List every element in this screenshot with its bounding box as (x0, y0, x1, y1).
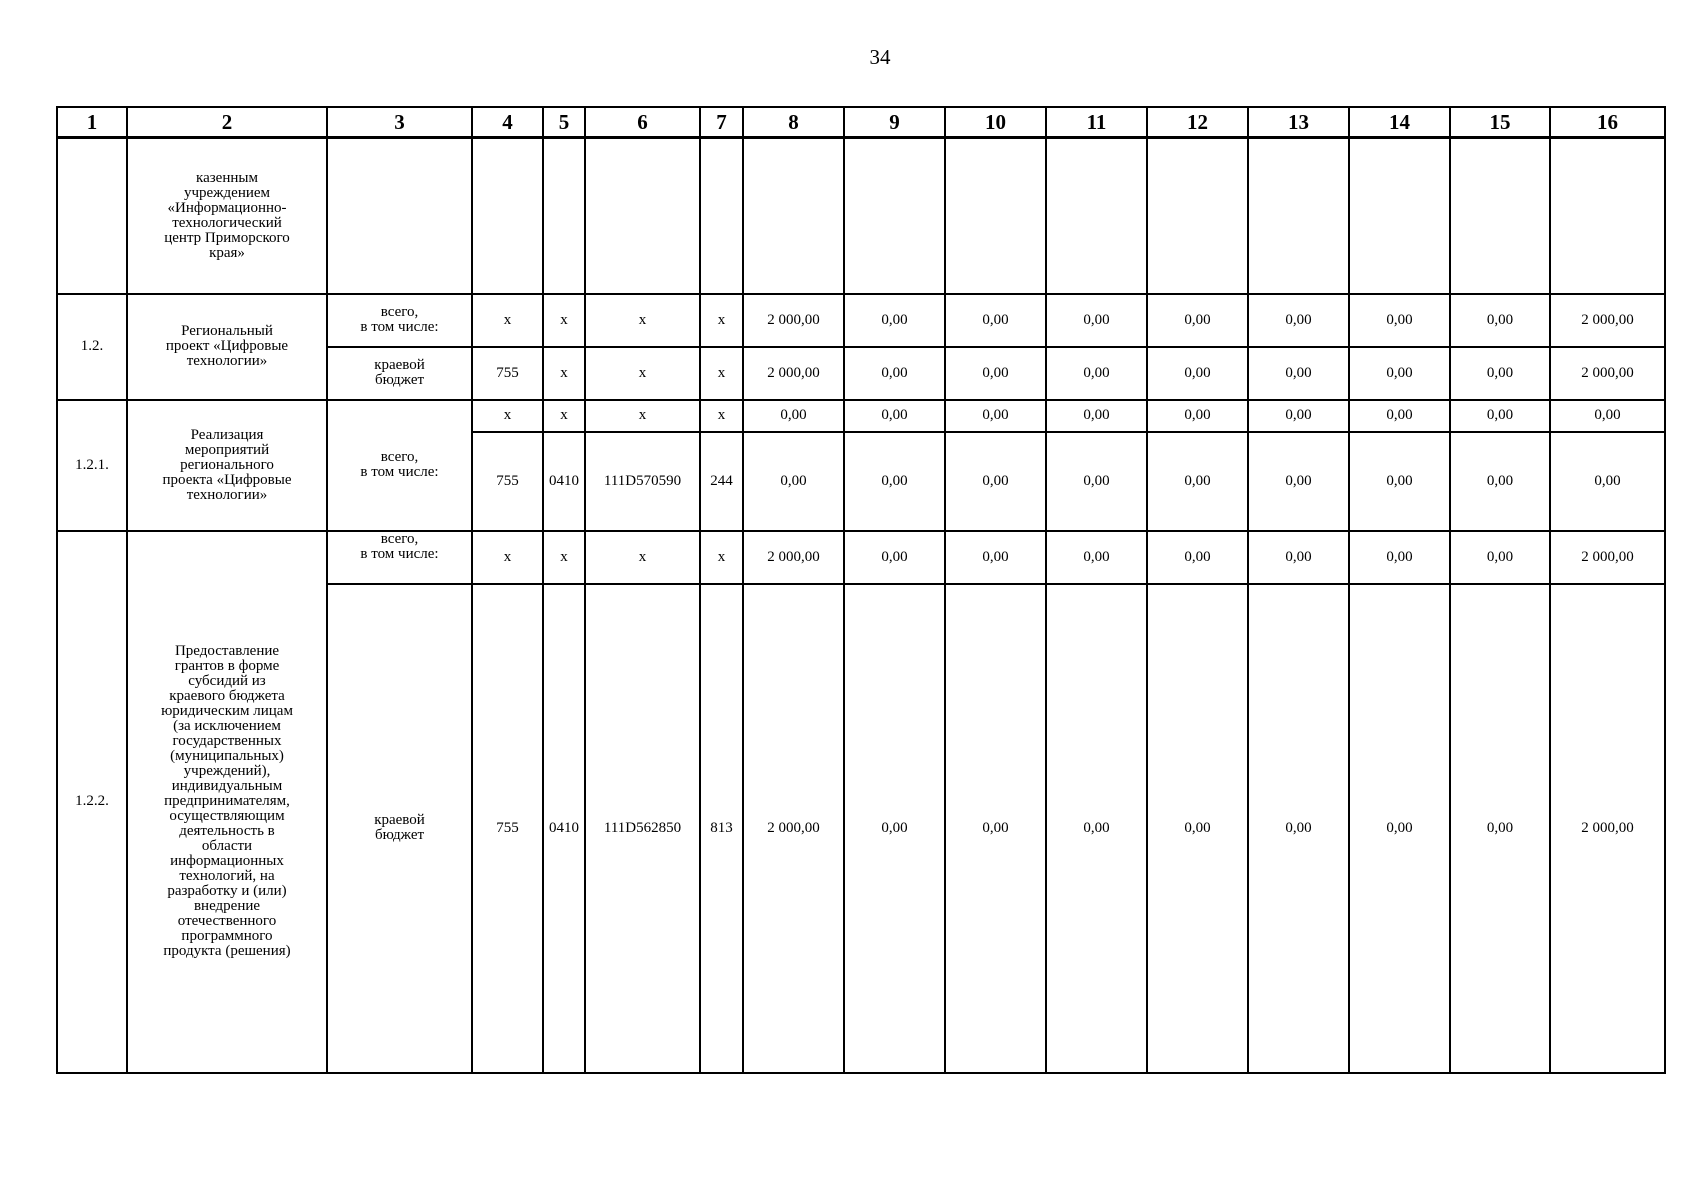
amount-col-9: 0,00 (844, 347, 945, 400)
name-line: Предоставление (174, 643, 280, 659)
amount-col-8: 2 000,00 (743, 347, 844, 400)
cell-col-15 (1450, 138, 1550, 294)
cell-col-5: x (543, 531, 585, 584)
funding-source (327, 138, 472, 294)
page-number: 34 (869, 45, 891, 69)
amount-col-13: 0,00 (1248, 432, 1349, 531)
name-line: Реализация (190, 426, 264, 443)
amount-col-15: 0,00 (1450, 294, 1550, 347)
cell-col-16 (1550, 138, 1665, 294)
source-line: всего, (380, 449, 419, 465)
cell-col-6: 111D562850 (585, 584, 700, 1073)
cell-col-6: x (585, 400, 700, 432)
name-line: (муниципальных) (170, 748, 284, 764)
amount-col-16: 2 000,00 (1550, 531, 1665, 584)
continuation-row (57, 138, 1665, 294)
header-cell-14: 14 (1349, 107, 1450, 138)
name-line: технологический (172, 214, 282, 231)
name-line: разработку и (или) (167, 883, 287, 899)
header-cell-6: 6 (585, 107, 700, 138)
name-line: информационных (170, 853, 284, 869)
amount-col-11: 0,00 (1046, 294, 1147, 347)
name-line: центр Приморского (164, 229, 290, 246)
cell-col-10 (945, 138, 1046, 294)
amount-col-14: 0,00 (1349, 584, 1450, 1073)
name-line: отечественного (177, 913, 277, 929)
amount-col-10: 0,00 (945, 400, 1046, 432)
source-line: всего, (380, 304, 419, 320)
cell-col-4: x (472, 531, 543, 584)
column-number-header-row (57, 107, 1665, 138)
cell-col-6: x (585, 531, 700, 584)
amount-col-13: 0,00 (1248, 294, 1349, 347)
amount-col-16: 2 000,00 (1550, 584, 1665, 1073)
cell-col-7: 244 (700, 432, 743, 531)
cell-col-5: x (543, 347, 585, 400)
source-line: бюджет (374, 827, 425, 843)
funding-source (327, 531, 472, 584)
row-1-2-1-total (57, 400, 1665, 432)
cell-col-7: x (700, 531, 743, 584)
amount-col-12: 0,00 (1147, 294, 1248, 347)
header-cell-8: 8 (743, 107, 844, 138)
amount-col-12: 0,00 (1147, 400, 1248, 432)
amount-col-13: 0,00 (1248, 584, 1349, 1073)
cell-col-8 (743, 138, 844, 294)
funding-source (327, 347, 472, 400)
cell-col-4 (472, 138, 543, 294)
amount-col-16: 2 000,00 (1550, 347, 1665, 400)
amount-col-14: 0,00 (1349, 432, 1450, 531)
cell-col-6 (585, 138, 700, 294)
name-line: проекта «Цифровые (162, 471, 292, 488)
header-cell-9: 9 (844, 107, 945, 138)
funding-source (327, 294, 472, 347)
source-line: бюджет (374, 372, 425, 388)
header-cell-11: 11 (1046, 107, 1147, 138)
name-line: внедрение (193, 898, 261, 914)
cell-col-5: 0410 (543, 584, 585, 1073)
name-line: индивидуальным (171, 778, 283, 794)
cell-col-4: x (472, 400, 543, 432)
amount-col-14: 0,00 (1349, 531, 1450, 584)
amount-col-14: 0,00 (1349, 347, 1450, 400)
cell-col-7: 813 (700, 584, 743, 1073)
amount-col-9: 0,00 (844, 432, 945, 531)
amount-col-10: 0,00 (945, 531, 1046, 584)
header-cell-10: 10 (945, 107, 1046, 138)
amount-col-9: 0,00 (844, 294, 945, 347)
amount-col-10: 0,00 (945, 432, 1046, 531)
name-line: мероприятий (184, 441, 270, 458)
amount-col-13: 0,00 (1248, 400, 1349, 432)
funding-source (327, 400, 472, 531)
name-line: государственных (172, 733, 282, 749)
measure-name (127, 138, 327, 294)
cell-col-4: 755 (472, 432, 543, 531)
amount-col-16: 0,00 (1550, 432, 1665, 531)
row-number: 1.2. (57, 294, 127, 400)
row-1-2-2-total (57, 531, 1665, 584)
amount-col-9: 0,00 (844, 584, 945, 1073)
amount-col-16: 2 000,00 (1550, 294, 1665, 347)
cell-col-7: x (700, 400, 743, 432)
amount-col-11: 0,00 (1046, 400, 1147, 432)
source-line: в том числе: (360, 464, 439, 480)
name-line: учреждений), (183, 763, 271, 779)
amount-col-15: 0,00 (1450, 400, 1550, 432)
amount-col-13: 0,00 (1248, 347, 1349, 400)
name-line: продукта (решения) (163, 943, 291, 959)
name-line: технологии» (186, 353, 268, 369)
cell-col-4: 755 (472, 347, 543, 400)
cell-col-4: x (472, 294, 543, 347)
funding-source (327, 584, 472, 1073)
amount-col-9: 0,00 (844, 400, 945, 432)
amount-col-11: 0,00 (1046, 584, 1147, 1073)
amount-col-10: 0,00 (945, 584, 1046, 1073)
name-line: юридическим лицам (161, 703, 293, 719)
source-line: в том числе: (360, 319, 439, 335)
amount-col-11: 0,00 (1046, 531, 1147, 584)
row-number (57, 138, 127, 294)
amount-col-14: 0,00 (1349, 294, 1450, 347)
name-line: краевого бюджета (169, 688, 285, 704)
amount-col-16: 0,00 (1550, 400, 1665, 432)
amount-col-14: 0,00 (1349, 400, 1450, 432)
amount-col-12: 0,00 (1147, 584, 1248, 1073)
header-cell-15: 15 (1450, 107, 1550, 138)
amount-col-10: 0,00 (945, 294, 1046, 347)
header-cell-12: 12 (1147, 107, 1248, 138)
name-line: программного (181, 928, 273, 944)
amount-col-15: 0,00 (1450, 531, 1550, 584)
name-line: Региональный (181, 323, 273, 339)
budget-table (56, 106, 1666, 1074)
amount-col-8: 2 000,00 (743, 584, 844, 1073)
name-line: проект «Цифровые (165, 338, 289, 354)
row-number: 1.2.1. (57, 400, 127, 531)
measure-name (127, 294, 327, 400)
source-line: краевой (374, 812, 425, 828)
row-number: 1.2.2. (57, 531, 127, 1073)
measure-name (127, 400, 327, 531)
name-line: технологии» (186, 486, 268, 503)
source-line: всего, (380, 530, 419, 547)
measure-name (127, 531, 327, 1073)
amount-col-11: 0,00 (1046, 347, 1147, 400)
header-cell-4: 4 (472, 107, 543, 138)
header-cell-13: 13 (1248, 107, 1349, 138)
amount-col-12: 0,00 (1147, 347, 1248, 400)
amount-col-10: 0,00 (945, 347, 1046, 400)
header-cell-7: 7 (700, 107, 743, 138)
cell-col-12 (1147, 138, 1248, 294)
name-line: области (201, 838, 253, 854)
name-line: грантов в форме (174, 658, 280, 674)
amount-col-9: 0,00 (844, 531, 945, 584)
amount-col-12: 0,00 (1147, 531, 1248, 584)
cell-col-4: 755 (472, 584, 543, 1073)
source-line: краевой (374, 357, 425, 373)
header-cell-5: 5 (543, 107, 585, 138)
cell-col-6: x (585, 347, 700, 400)
cell-col-6: 111D570590 (585, 432, 700, 531)
header-cell-3: 3 (327, 107, 472, 138)
cell-col-13 (1248, 138, 1349, 294)
name-line: регионального (180, 456, 274, 473)
name-line: края» (209, 244, 245, 261)
amount-col-8: 0,00 (743, 432, 844, 531)
cell-col-5 (543, 138, 585, 294)
name-line: казенным (196, 169, 258, 186)
amount-col-15: 0,00 (1450, 584, 1550, 1073)
cell-col-5: x (543, 294, 585, 347)
cell-col-7: x (700, 294, 743, 347)
cell-col-14 (1349, 138, 1450, 294)
row-1-2-total (57, 294, 1665, 347)
cell-col-5: x (543, 400, 585, 432)
cell-col-6: x (585, 294, 700, 347)
name-line: технологий, на (179, 868, 275, 884)
header-cell-16: 16 (1550, 107, 1665, 138)
name-line: (за исключением (173, 718, 281, 734)
cell-col-5: 0410 (543, 432, 585, 531)
name-line: «Информационно- (167, 199, 287, 216)
amount-col-15: 0,00 (1450, 432, 1550, 531)
name-line: осуществляющим (169, 808, 285, 824)
header-cell-1: 1 (57, 107, 127, 138)
name-line: субсидий из (188, 673, 266, 689)
cell-col-11 (1046, 138, 1147, 294)
amount-col-8: 0,00 (743, 400, 844, 432)
cell-col-7 (700, 138, 743, 294)
name-line: предпринимателям, (164, 793, 290, 809)
amount-col-8: 2 000,00 (743, 531, 844, 584)
amount-col-12: 0,00 (1147, 432, 1248, 531)
name-line: деятельность в (179, 823, 275, 839)
cell-col-7: x (700, 347, 743, 400)
amount-col-13: 0,00 (1248, 531, 1349, 584)
amount-col-11: 0,00 (1046, 432, 1147, 531)
cell-col-9 (844, 138, 945, 294)
name-line: учреждением (183, 184, 271, 201)
amount-col-15: 0,00 (1450, 347, 1550, 400)
header-cell-2: 2 (127, 107, 327, 138)
source-line: в том числе: (360, 545, 439, 562)
amount-col-8: 2 000,00 (743, 294, 844, 347)
